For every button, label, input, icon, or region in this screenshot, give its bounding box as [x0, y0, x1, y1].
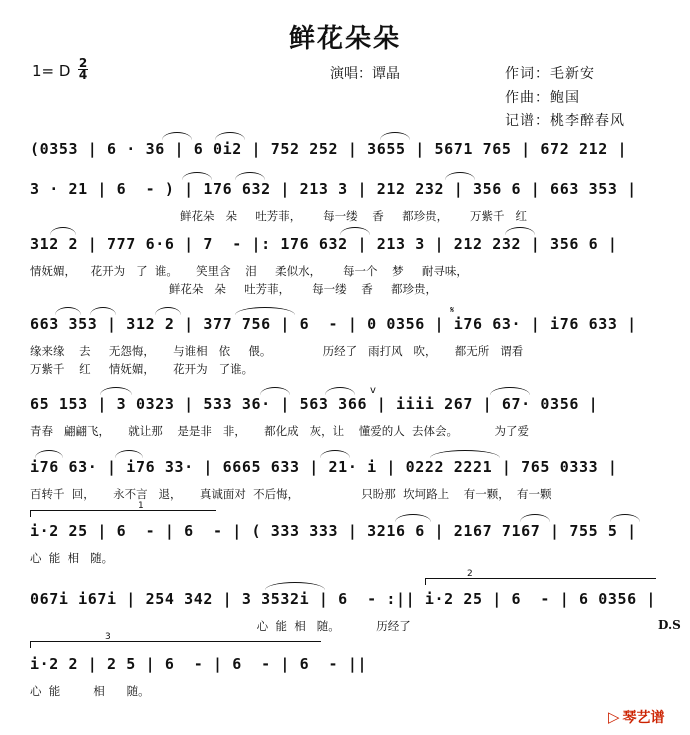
lyricist-credit: 作词：毛新安	[505, 66, 595, 82]
slur	[215, 132, 245, 140]
lyric-line: 百转千 回， 永不言 退， 真诚面对 不后悔， 只盼那 坎坷路上 有一颗， 有一颗	[30, 487, 552, 501]
score-row-notes: 312 2 | 777 6·6 | 7 - |: 176 632 | 213 3 | 212 232 | 356 6 |	[30, 235, 618, 253]
score-row-8	[30, 569, 681, 633]
score-row-6	[30, 458, 660, 501]
second-ending-bracket	[425, 578, 656, 585]
slur	[50, 227, 76, 235]
score-row-notes: 067i i67i | 254 342 | 3 3532i | 6 - :|| i·2 25 | 6 - | 6 0356 |	[30, 590, 656, 608]
lyric-line: 心 能 相 随。 历经了	[30, 619, 411, 633]
ending-number: 3	[105, 632, 111, 642]
score-row-notes: i76 63· | i76 33· | 6665 633 | 21· i | 0222 2221 | 765 0333 |	[30, 458, 618, 476]
slur	[115, 450, 143, 458]
slur	[100, 387, 132, 395]
accent-mark: v	[370, 385, 376, 396]
score-row-notes: 663 353 | 312 2 | 377 756 | 6 - | 0 0356 | i76 63· | i76 633 |	[30, 315, 637, 333]
score-row-7	[30, 501, 660, 565]
slur	[235, 307, 295, 315]
slur	[265, 582, 325, 590]
slur	[520, 514, 550, 522]
score-row-3	[30, 235, 660, 296]
lyric-line: 心 能 相 随。	[30, 684, 150, 698]
score-row-9	[30, 632, 660, 698]
time-bottom: 4	[78, 68, 88, 82]
logo-icon: ▷	[608, 708, 620, 726]
slur	[490, 387, 530, 395]
score-row-2	[30, 180, 660, 223]
score-row-notes: i·2 2 | 2 5 | 6 - | 6 - | 6 - ||	[30, 655, 368, 673]
time-signature	[78, 58, 88, 81]
slur	[380, 132, 410, 140]
slur	[320, 450, 350, 458]
lyric-line: 鲜花朵 朵 吐芳菲， 每一缕 香 都珍贵，	[30, 282, 437, 296]
singer-credit: 演唱：谭晶	[330, 66, 400, 82]
first-ending-bracket	[30, 510, 216, 517]
score-row-notes: i·2 25 | 6 - | 6 - | ( 333 333 | 3216 6 | 2167 7167 | 755 5 |	[30, 522, 637, 540]
ending-number: 1	[138, 501, 144, 511]
slur	[90, 307, 116, 315]
logo-text: 琴艺谱	[622, 710, 665, 726]
segno-mark: 𝄋	[450, 305, 455, 316]
slur	[155, 307, 181, 315]
song-title: 鲜花朵朵	[288, 24, 401, 54]
score-row-1	[30, 140, 660, 174]
slur	[340, 227, 370, 235]
slur	[55, 307, 81, 315]
slur	[430, 450, 500, 458]
transcriber-credit: 记谱：桃李醉春风	[505, 113, 625, 129]
slur	[325, 387, 355, 395]
time-top: 2	[78, 56, 88, 70]
composer-credit: 作曲：鲍国	[505, 90, 580, 106]
slur	[260, 387, 290, 395]
slur	[610, 514, 640, 522]
lyric-line: 万紫千 红 情妩媚， 花开为 了谁。	[30, 362, 254, 376]
slur	[505, 227, 535, 235]
site-logo	[608, 707, 665, 727]
score-row-4	[30, 305, 660, 376]
lyric-line: 心 能 相 随。	[30, 551, 114, 565]
ds-mark: D.S	[658, 618, 681, 632]
score-row-notes: (0353 | 6 · 36 | 6 0i2 | 752 252 | 3655 | 5671 765 | 672 212 |	[30, 140, 628, 158]
slur	[162, 132, 192, 140]
slur	[35, 450, 63, 458]
third-ending-bracket	[30, 641, 321, 648]
slur	[395, 514, 431, 522]
score-row-notes: 65 153 | 3 0323 | 533 36· | 563 366 | iiii 267 | 67· 0356 |	[30, 395, 599, 413]
lyric-line: 青春 翩翩飞， 就让那 是是非 非， 都化成 灰，让 懂爱的人 去体会。 为了爱	[30, 424, 530, 438]
score-row-5	[30, 385, 660, 438]
score-row-notes: 3 · 21 | 6 - ) | 176 632 | 213 3 | 212 232 | 356 6 | 663 353 |	[30, 180, 637, 198]
lyric-line: 鲜花朵 朵 吐芳菲， 每一缕 香 都珍贵， 万紫千 红	[180, 209, 527, 223]
ending-number: 2	[467, 569, 473, 579]
lyric-line: 缘来缘 去 无怨悔， 与谁相 依 偎。 历经了 雨打风 吹， 都无所 谓看	[30, 344, 524, 358]
key-signature: 1= D	[32, 62, 71, 80]
lyric-line: 情妩媚， 花开为 了 谁。 笑里含 泪 柔似水， 每一个 梦 耐寻味，	[30, 264, 468, 278]
